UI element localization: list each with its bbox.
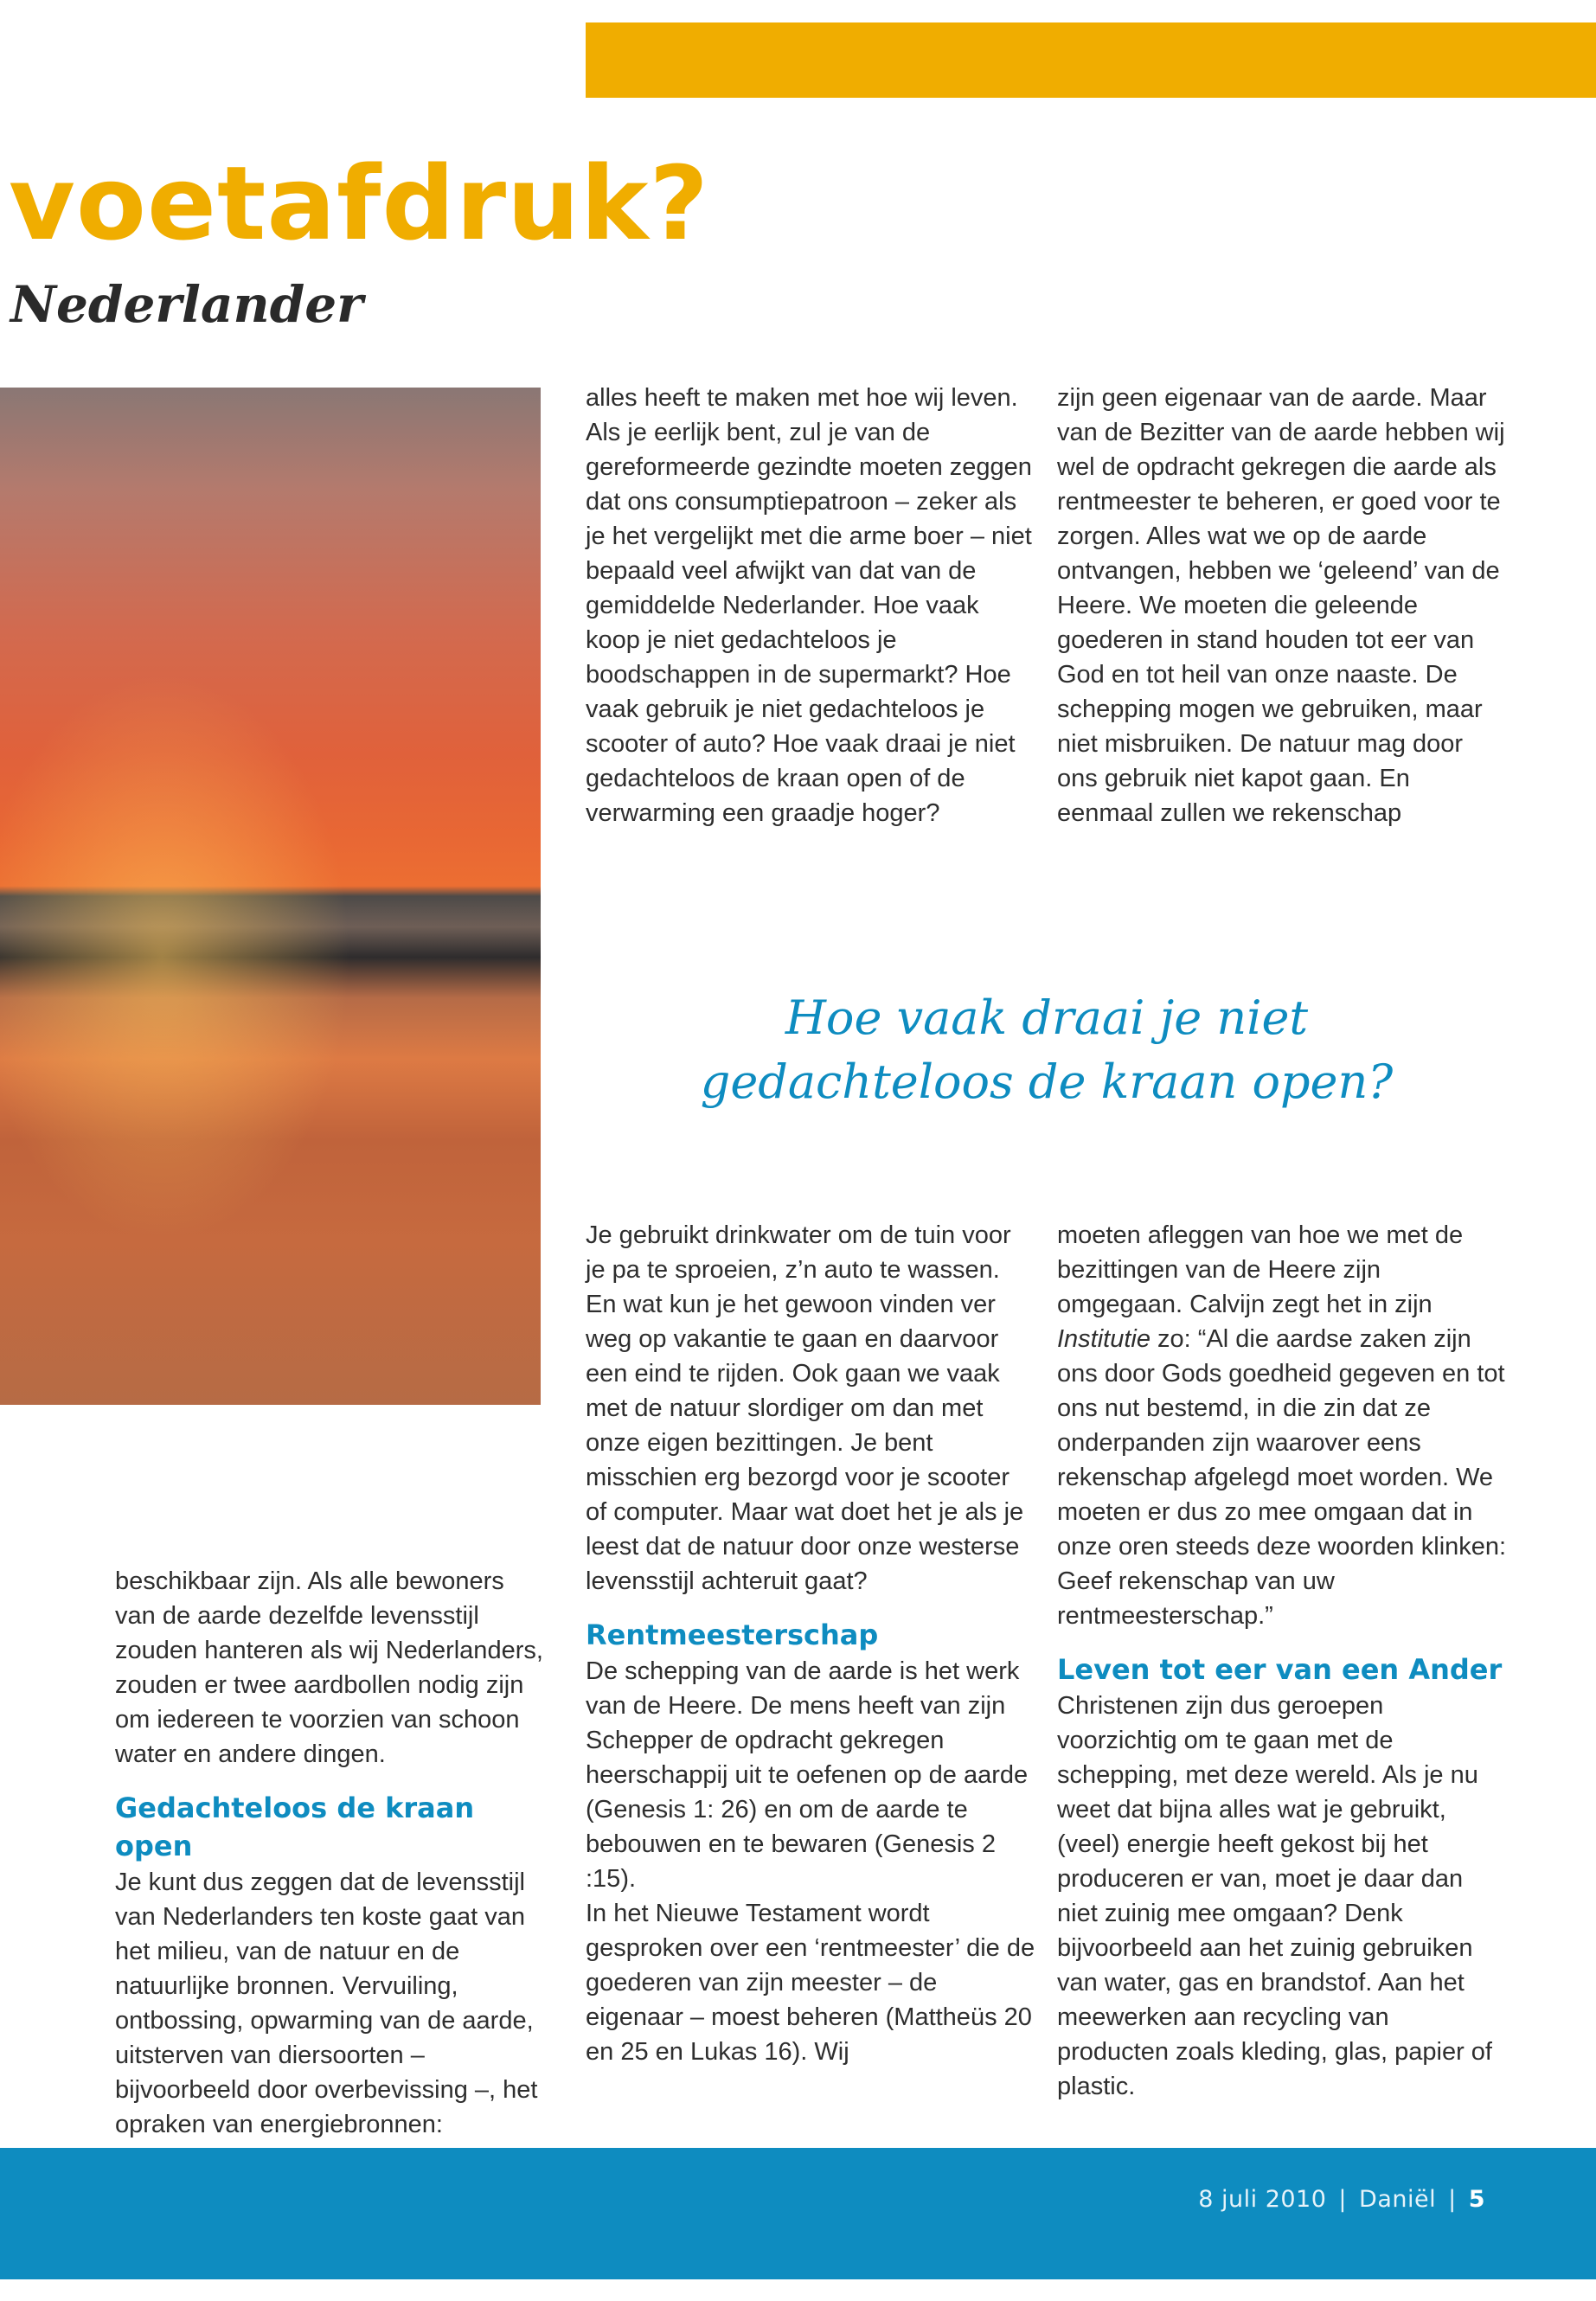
column-2-bottom: [586, 1218, 1035, 2069]
footer-bar: [0, 2148, 1596, 2279]
column-3-top: [1057, 381, 1507, 830]
paragraph: zijn geen eigenaar van de aarde. Maar van de Bezitter van de aarde hebben wij wel de opdracht gekregen die aarde als rentmeester te beheren, er goed voor te zorgen. Alles wat we op de aarde ontvangen, hebben we ‘geleend’ van de Heere. We moeten die geleende goederen in stand houden tot eer van God en tot heil van onze naaste. De schepping mogen we gebruiken, maar niet misbruiken. De natuur mag door ons gebruik niet kapot gaan. En eenmaal zullen we rekenschap: [1057, 384, 1505, 827]
sunset-beach-photo: [0, 388, 541, 1405]
paragraph: [1057, 1218, 1507, 1633]
paragraph: beschikbaar zijn. Als alle bewoners van de aarde dezelfde levensstijl zouden hanteren als wij Nederlanders, zouden er twee aardbollen nodig zijn om iedereen te voorzien van schoon water en andere dingen.: [115, 1567, 543, 1768]
issue-date: 8 juli 2010: [1198, 2186, 1327, 2213]
section-heading: Rentmeesterschap: [586, 1618, 879, 1651]
pull-quote-line-2: gedachteloos de kraan open?: [700, 1054, 1394, 1109]
separator: |: [1338, 2186, 1348, 2213]
paragraph: Christenen zijn dus geroepen voorzichtig om te gaan met de schepping, met deze wereld. Als je nu weet dat bijna alles wat je gebruikt, (veel) energie heeft gekost bij het produceren er van, moet je daar dan niet zuinig mee omgaan? Denk bijvoorbeeld aan het zuinig gebruiken van water, gas en brandstof. Aan het meewerken aan recycling van producten zoals kleding, glas, papier of plastic.: [1057, 1692, 1492, 2100]
page-title: voetafdruk?: [9, 144, 709, 263]
paragraph: alles heeft te maken met hoe wij leven. Als je eerlijk bent, zul je van de gereformeerde gezindte moeten zeggen dat ons consumptiepatroon – zeker als je het vergelijkt met die arme boer – niet bepaald veel afwijkt van dat van de gemiddelde Nederlander. Hoe vaak koop je niet gedachteloos je boodschappen in de supermarkt? Hoe vaak gebruik je niet gedachteloos je scooter of auto? Hoe vaak draai je niet gedachteloos de kraan open of de verwarming een graadje hoger?: [586, 384, 1032, 827]
paragraph: De schepping van de aarde is het werk van de Heere. De mens heeft van zijn Schepper de opdracht gekregen heerschappij uit te oefenen op de aarde (Genesis 1: 26) en om de aarde te bebouwen en te bewaren (Genesis 2 :15).: [586, 1657, 1029, 1893]
pull-quote: [657, 986, 1436, 1114]
text-run: moeten afleggen van hoe we met de bezittingen van de Heere zijn omgegaan. Calvijn zegt het in zijn: [1057, 1221, 1464, 1318]
paragraph: In het Nieuwe Testament wordt gesproken over een ‘rentmeester’ die de goederen van zijn meester – de eigenaar – moest beheren (Mattheüs 20 en 25 en Lukas 16). Wij: [586, 1900, 1035, 2066]
column-1-bottom: [115, 1564, 548, 2142]
page-subtitle: Nederlander: [10, 275, 363, 334]
top-accent-bar: [586, 22, 1596, 98]
footer-info: [1198, 2186, 1485, 2213]
pull-quote-line-1: Hoe vaak draai je niet: [785, 990, 1309, 1045]
italic-title: Institutie: [1057, 1325, 1151, 1353]
section-heading: Leven tot eer van een Ander: [1057, 1653, 1503, 1686]
paragraph: Je kunt dus zeggen dat de levensstijl van Nederlanders ten koste gaat van het milieu, van de natuur en de natuurlijke bronnen. Vervuiling, ontbossing, opwarming van de aarde, uitsterven van diersoorten – bijvoorbeeld door overbevissing –, het opraken van energiebronnen:: [115, 1868, 538, 2138]
separator: |: [1448, 2186, 1457, 2213]
column-2-top: [586, 381, 1035, 830]
page-number: 5: [1468, 2186, 1485, 2213]
text-run: zo: “Al die aardse zaken zijn ons door Gods goedheid gegeven en tot ons nut bestemd, in die zin dat ze onderpanden zijn waarover eens rekenschap afgelegd moet worden. We moeten er dus zo mee omgaan dat in onze oren steeds deze woorden klinken: Geef rekenschap van uw rentmeesterschap.”: [1057, 1325, 1507, 1630]
column-3-bottom: [1057, 1218, 1507, 2104]
paragraph: Je gebruikt drinkwater om de tuin voor je pa te sproeien, z’n auto te wassen. En wat kun je het gewoon vinden ver weg op vakantie te gaan en daarvoor een eind te rijden. Ook gaan we vaak met de natuur slordiger om dan met onze eigen bezittingen. Je bent misschien erg bezorgd voor je scooter of computer. Maar wat doet het je als je leest dat de natuur door onze westerse levensstijl achteruit gaat?: [586, 1221, 1024, 1595]
section-heading: Gedachteloos de kraan open: [115, 1791, 475, 1862]
publication-name: Daniël: [1359, 2186, 1437, 2213]
